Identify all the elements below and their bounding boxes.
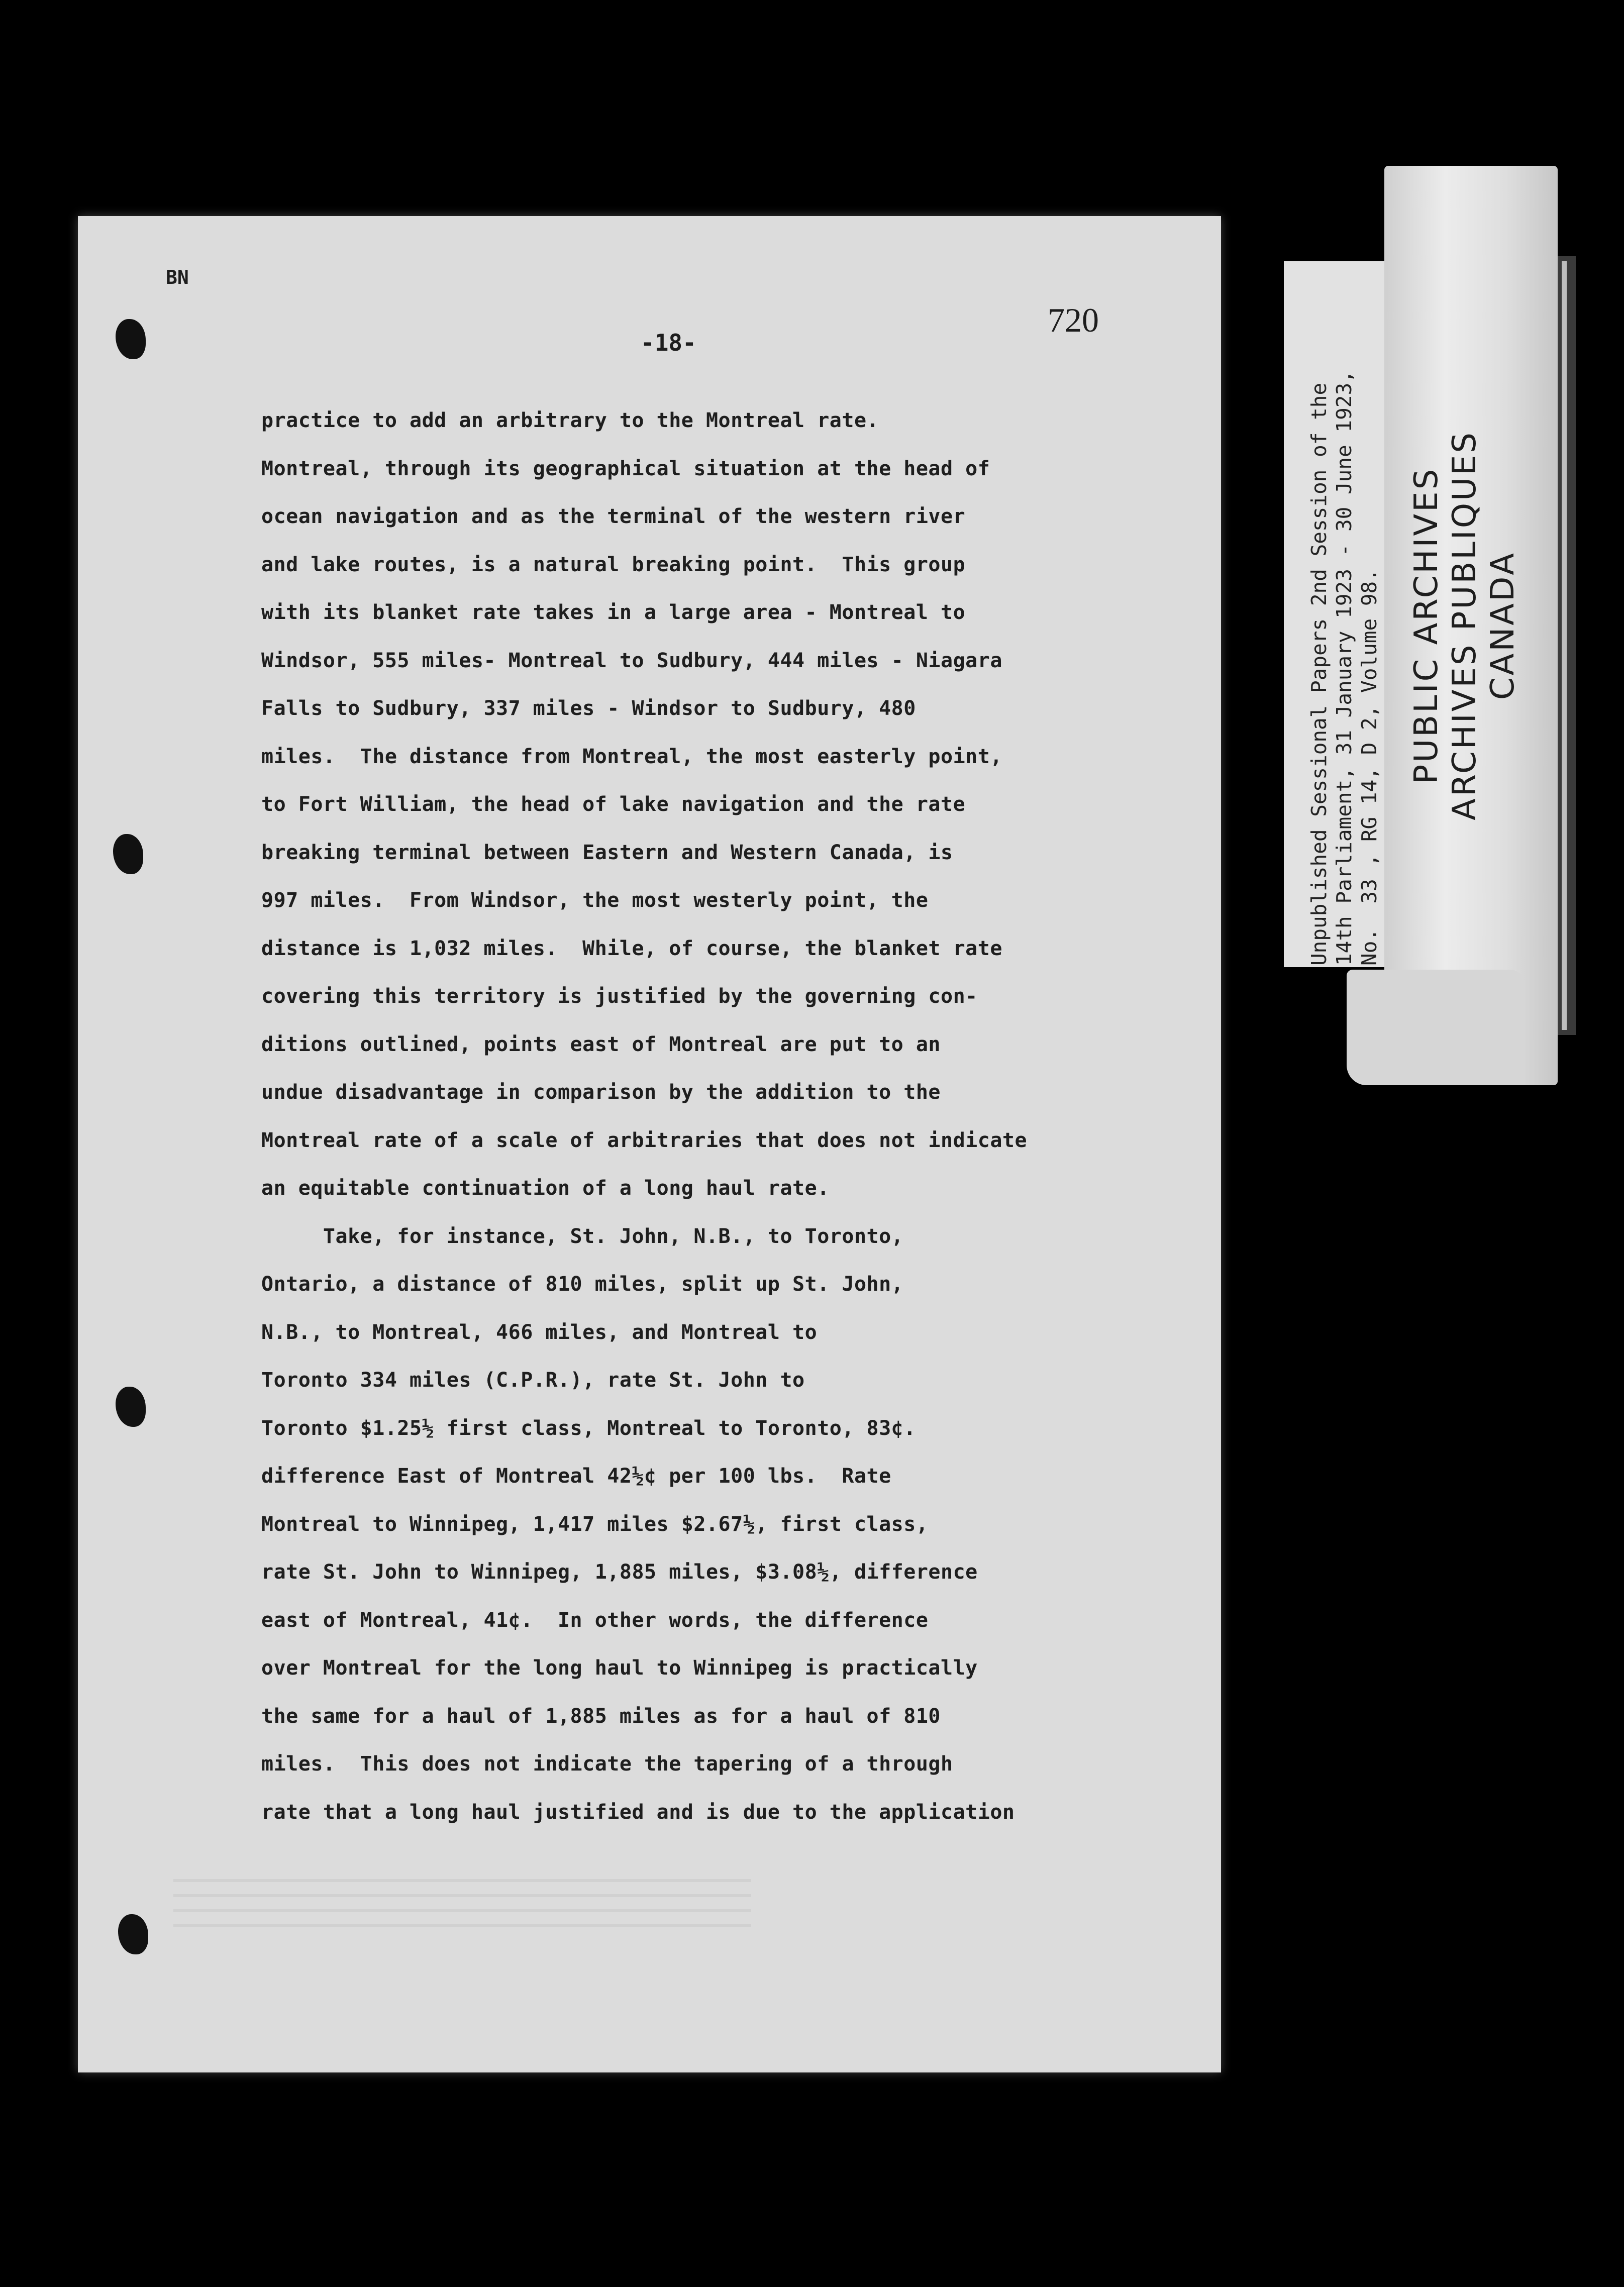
body-line: distance is 1,032 miles. While, of course, the blanket rate: [261, 937, 1002, 960]
body-line: ditions outlined, points east of Montreal are put to an: [261, 1032, 941, 1056]
punch-hole-bottom: [118, 1914, 148, 1954]
body-line: Toronto 334 miles (C.P.R.), rate St. John to: [261, 1369, 805, 1392]
body-line: Take, for instance, St. John, N.B., to Toronto,: [261, 1224, 904, 1248]
archival-reference-line: No. 33 , RG 14, D 2, Volume 98.: [1357, 569, 1381, 966]
folio-number: 720: [1048, 301, 1099, 339]
archival-reference-line: 14th Parliament, 31 January 1923 - 30 June 1923,: [1332, 370, 1356, 966]
archive-stamp-text: [1407, 374, 1522, 877]
body-line: with its blanket rate takes in a large area - Montreal to: [261, 601, 966, 624]
body-line: to Fort William, the head of lake navigation and the rate: [261, 793, 966, 816]
page-number: -18-: [641, 329, 696, 356]
edge-strip: [1558, 256, 1576, 1035]
body-line: and lake routes, is a natural breaking point. This group: [261, 553, 966, 576]
edge-strip-highlight: [1562, 261, 1567, 1030]
body-line: Montreal rate of a scale of arbitraries that does not indicate: [261, 1128, 1028, 1152]
archival-reference: [1306, 262, 1382, 966]
document-page: [78, 216, 1221, 2072]
page-code: BN: [166, 266, 189, 288]
body-line: over Montreal for the long haul to Winnipeg is practically: [261, 1656, 978, 1680]
body-line: an equitable continuation of a long haul rate.: [261, 1177, 830, 1200]
body-line: Toronto $1.25½ first class, Montreal to Toronto, 83¢.: [261, 1416, 916, 1440]
body-line: Montreal to Winnipeg, 1,417 miles $2.67½, first class,: [261, 1512, 929, 1536]
archival-reference-line: Unpublished Sessional Papers 2nd Session of the: [1307, 382, 1331, 966]
body-line: Windsor, 555 miles- Montreal to Sudbury, 444 miles - Niagara: [261, 649, 1002, 672]
body-line: breaking terminal between Eastern and Western Canada, is: [261, 841, 953, 864]
body-line: rate St. John to Winnipeg, 1,885 miles, $3.08½, difference: [261, 1561, 978, 1584]
body-line: the same for a haul of 1,885 miles as for a haul of 810: [261, 1704, 941, 1728]
body-line: Ontario, a distance of 810 miles, split up St. John,: [261, 1273, 904, 1296]
punch-hole-lower: [116, 1387, 146, 1427]
body-line: miles. This does not indicate the tapering of a through: [261, 1752, 953, 1776]
punch-hole-top: [116, 319, 146, 359]
body-line: 997 miles. From Windsor, the most westerly point, the: [261, 889, 929, 912]
body-line: ocean navigation and as the terminal of the western river: [261, 505, 966, 528]
body-text: [261, 397, 1027, 1836]
archive-stamp-tab: [1347, 970, 1525, 1085]
bleed-through-text: [173, 1879, 751, 1939]
body-line: difference East of Montreal 42½¢ per 100 lbs. Rate: [261, 1465, 891, 1488]
body-line: undue disadvantage in comparison by the addition to the: [261, 1081, 941, 1104]
punch-hole-upper: [113, 834, 143, 874]
body-line: east of Montreal, 41¢. In other words, the difference: [261, 1608, 929, 1632]
body-line: Montreal, through its geographical situation at the head of: [261, 457, 990, 480]
body-line: Falls to Sudbury, 337 miles - Windsor to Sudbury, 480: [261, 697, 916, 720]
body-line: N.B., to Montreal, 466 miles, and Montreal to: [261, 1320, 818, 1344]
archive-stamp-line: ARCHIVES PUBLIQUES: [1446, 430, 1483, 821]
body-line: miles. The distance from Montreal, the most easterly point,: [261, 745, 1002, 768]
body-line: covering this territory is justified by the governing con-: [261, 985, 978, 1008]
archive-stamp-line: CANADA: [1484, 551, 1521, 700]
archive-stamp-line: PUBLIC ARCHIVES: [1408, 467, 1445, 784]
body-line: rate that a long haul justified and is due to the application: [261, 1800, 1015, 1824]
body-line: practice to add an arbitrary to the Montreal rate.: [261, 409, 879, 432]
